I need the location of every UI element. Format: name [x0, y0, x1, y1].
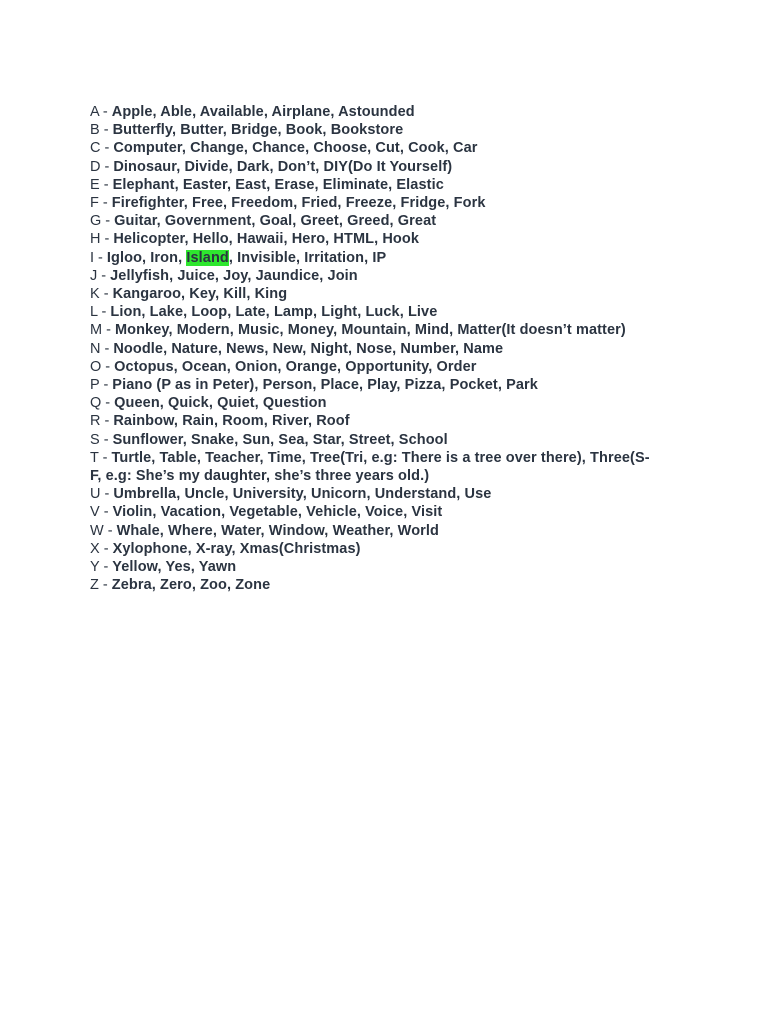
entry-letter: T - — [90, 449, 112, 466]
entry-w — [90, 522, 650, 540]
entry-words: Noodle, Nature, News, New, Night, Nose, Number, Name — [113, 340, 504, 357]
entry-words: Firefighter, Free, Freedom, Fried, Freeze, Fridge, Fork — [111, 195, 486, 212]
entry-words: Umbrella, Uncle, University, Unicorn, Understand, Use — [113, 486, 492, 503]
entry-words: Apple, Able, Available, Airplane, Astounded — [111, 104, 415, 120]
entry-letter: I - — [90, 249, 107, 266]
entry-g — [90, 212, 650, 230]
entry-letter: Q - — [90, 395, 115, 412]
entry-words: Yellow, Yes, Yawn — [112, 559, 237, 576]
entry-k — [90, 285, 650, 303]
entry-m — [90, 321, 650, 339]
entry-words: Elephant, Easter, East, Erase, Eliminate, Elastic — [112, 176, 444, 193]
entry-letter: E - — [90, 176, 113, 193]
entry-t — [90, 449, 650, 485]
entry-letter: Y - — [90, 559, 113, 576]
entry-words: Jellyfish, Juice, Joy, Jaundice, Join — [110, 267, 358, 284]
entry-words: Butterfly, Butter, Bridge, Book, Bookstore — [112, 122, 404, 139]
entry-words: Xylophone, X-ray, Xmas(Christmas) — [112, 540, 361, 557]
entry-q — [90, 394, 650, 412]
entry-words: Lion, Lake, Loop, Late, Lamp, Light, Luck, Live — [110, 304, 438, 321]
entry-letter: P - — [90, 377, 113, 394]
entry-words-after: , Invisible, Irritation, IP — [228, 249, 387, 266]
entry-letter: W - — [90, 522, 117, 539]
entry-s — [90, 431, 650, 449]
entry-r — [90, 412, 650, 430]
entry-l — [90, 303, 650, 321]
entry-c — [90, 139, 650, 157]
entry-words: Turtle, Table, Teacher, Time, Tree(Tri, e.g: There is a tree over there), Three(S-F, e.g: She’s my daughter, she’s three years old.) — [90, 449, 650, 485]
entry-letter: A - — [90, 104, 112, 120]
entry-words: Zebra, Zero, Zoo, Zone — [111, 577, 271, 594]
entry-words: Monkey, Modern, Music, Money, Mountain, Mind, Matter(It doesn’t matter) — [114, 322, 626, 339]
entry-u — [90, 485, 650, 503]
entry-j — [90, 267, 650, 285]
highlighted-word: Island — [186, 249, 229, 266]
entry-words-before: Igloo, Iron, — [106, 249, 187, 266]
entry-letter: U - — [90, 486, 114, 503]
entry-words: Whale, Where, Water, Window, Weather, World — [116, 522, 439, 539]
entry-words: Piano (P as in Peter), Person, Place, Play, Pizza, Pocket, Park — [112, 377, 538, 394]
entry-letter: C - — [90, 140, 114, 157]
entry-words: Guitar, Government, Goal, Greet, Greed, Great — [114, 213, 437, 230]
entry-letter: D - — [90, 158, 114, 175]
entry-z — [90, 576, 650, 594]
entry-words: Dinosaur, Divide, Dark, Don’t, DIY(Do It Yourself) — [113, 158, 453, 175]
entry-letter: V - — [90, 504, 113, 521]
entry-words: Octopus, Ocean, Onion, Orange, Opportunity, Order — [114, 358, 477, 375]
entry-letter: F - — [90, 195, 112, 212]
entry-n — [90, 340, 650, 358]
entry-d — [90, 158, 650, 176]
entry-letter: R - — [90, 413, 114, 430]
entry-h — [90, 230, 650, 248]
entry-x — [90, 540, 650, 558]
entry-e — [90, 176, 650, 194]
entry-letter: O - — [90, 358, 115, 375]
entry-words: Violin, Vacation, Vegetable, Vehicle, Voice, Visit — [112, 504, 443, 521]
alphabet-word-list — [90, 103, 650, 594]
entry-words: Helicopter, Hello, Hawaii, Hero, HTML, Hook — [113, 231, 419, 248]
entry-letter: G - — [90, 213, 115, 230]
entry-letter: L - — [90, 304, 111, 321]
entry-p — [90, 376, 650, 394]
entry-o — [90, 358, 650, 376]
entry-letter: K - — [90, 286, 113, 303]
entry-words: Rainbow, Rain, Room, River, Roof — [113, 413, 350, 430]
entry-letter: S - — [90, 431, 113, 448]
entry-v — [90, 503, 650, 521]
entry-letter: M - — [90, 322, 115, 339]
entry-b — [90, 121, 650, 139]
entry-f — [90, 194, 650, 212]
entry-words: Sunflower, Snake, Sun, Sea, Star, Street, School — [112, 431, 448, 448]
entry-letter: H - — [90, 231, 114, 248]
entry-letter: X - — [90, 540, 113, 557]
entry-letter: J - — [90, 267, 111, 284]
entry-i — [90, 249, 650, 267]
entry-letter: N - — [90, 340, 114, 357]
entry-a — [90, 103, 650, 121]
entry-words: Computer, Change, Chance, Choose, Cut, Cook, Car — [113, 140, 478, 157]
entry-words: Queen, Quick, Quiet, Question — [114, 395, 327, 412]
entry-words: Kangaroo, Key, Kill, King — [112, 286, 288, 303]
entry-y — [90, 558, 650, 576]
entry-letter: B - — [90, 122, 113, 139]
entry-letter: Z - — [90, 577, 112, 594]
